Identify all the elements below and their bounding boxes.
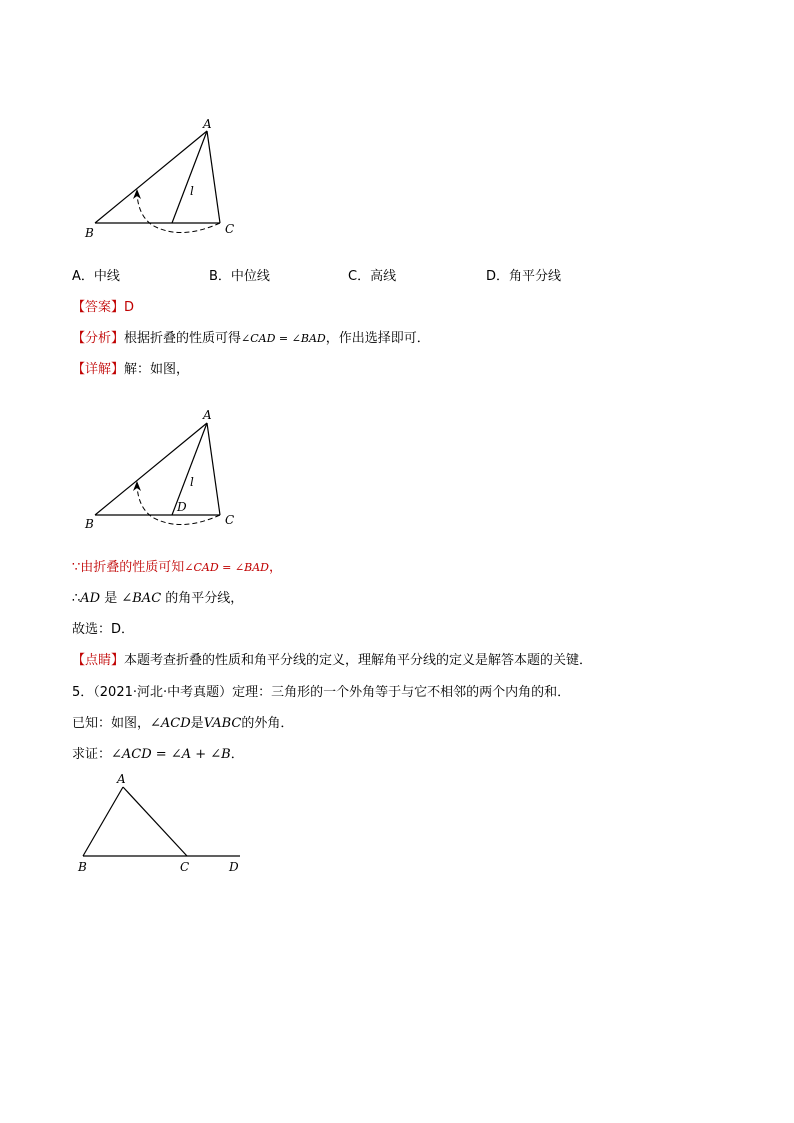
- label-c: C: [180, 860, 190, 874]
- step-3: 故选：D．: [72, 622, 135, 637]
- question-5-statement: 5．（2021·河北·中考真题）定理：三角形的一个外角等于与它不相邻的两个内角的和．: [72, 685, 571, 700]
- label-d: D: [177, 500, 187, 514]
- detail-tag: 【详解】: [72, 362, 125, 377]
- analysis-tag: 【分析】: [72, 331, 125, 346]
- label-a: A: [203, 408, 212, 422]
- analysis-line: 【分析】根据折叠的性质可得∠CAD = ∠BAD，作出选择即可．: [72, 331, 430, 346]
- label-b: B: [85, 226, 94, 240]
- option-c: C．高线: [348, 269, 397, 284]
- figure-exterior-angle: [75, 770, 255, 880]
- answer-value: D: [124, 300, 135, 315]
- label-c: C: [225, 222, 235, 236]
- step-1: ∵由折叠的性质可知∠CAD = ∠BAD，: [72, 560, 282, 575]
- label-b: B: [78, 860, 87, 874]
- detail-line: 【详解】解：如图，: [72, 362, 190, 377]
- label-a: A: [117, 772, 126, 786]
- label-c: C: [225, 513, 235, 527]
- comment-line: 【点睛】本题考查折叠的性质和角平分线的定义，理解角平分线的定义是解答本题的关键．: [72, 653, 593, 668]
- answer-line: [72, 299, 134, 317]
- figure-folding-triangle: [80, 115, 250, 245]
- label-l: l: [190, 184, 194, 198]
- label-a: A: [203, 117, 212, 131]
- answer-tag: 【答案】: [72, 300, 125, 315]
- figure-folding-triangle-with-d: [80, 405, 250, 535]
- option-d: D．角平分线: [486, 269, 562, 284]
- label-d: D: [229, 860, 239, 874]
- option-a: A．中线: [72, 269, 120, 284]
- label-b: B: [85, 517, 94, 531]
- step-2: ∴AD 是 ∠BAC 的角平分线，: [72, 591, 244, 606]
- question-5-prove: 求证：∠ACD = ∠A + ∠B．: [72, 747, 244, 762]
- option-b: B．中位线: [209, 269, 270, 284]
- question-5-given: 已知：如图，∠ACD是VABC的外角．: [72, 716, 294, 731]
- label-l: l: [190, 475, 194, 489]
- analysis-math: ∠CAD = ∠BAD: [241, 332, 326, 345]
- comment-tag: 【点睛】: [72, 653, 125, 668]
